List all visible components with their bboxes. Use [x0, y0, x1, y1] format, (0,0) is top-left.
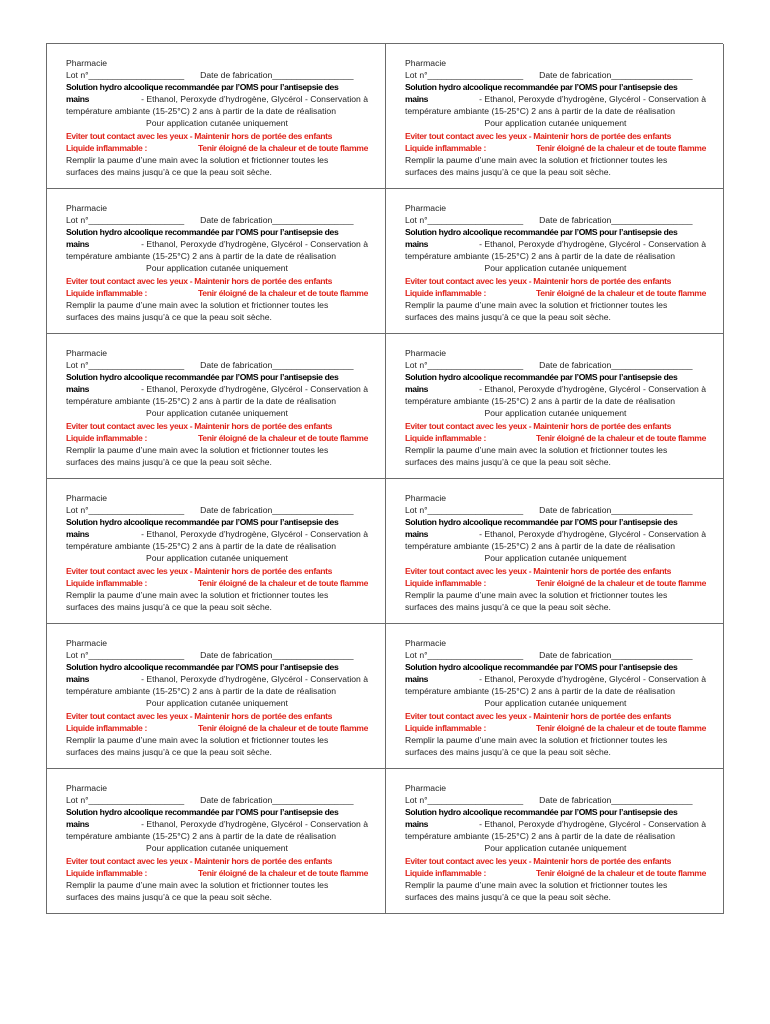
application-line: Pour application cutanée uniquement	[484, 118, 627, 129]
instructions-line-2: surfaces des mains jusqu’à ce que la peau soit sèche.	[66, 891, 272, 902]
ingredients-line	[405, 673, 706, 685]
label-card	[386, 334, 724, 479]
flammable-label: Liquide inflammable :	[66, 867, 147, 878]
ingredients-text: - Ethanol, Peroxyde d’hydrogène, Glycérol - Conservation à	[141, 529, 368, 540]
ingredients-text: - Ethanol, Peroxyde d’hydrogène, Glycérol - Conservation à	[479, 384, 706, 395]
lot-date-line	[405, 504, 706, 516]
temperature-line: température ambiante (15-25°C) 2 ans à partir de la date de réalisation	[66, 541, 336, 552]
instructions-line-1: Remplir la paume d’une main avec la solution et frictionner toutes les	[66, 299, 329, 310]
flammable-text: Tenir éloigné de la chaleur et de toute flamme	[198, 142, 368, 153]
ingredients-text: - Ethanol, Peroxyde d’hydrogène, Glycérol - Conservation à	[141, 819, 368, 830]
product-title: Solution hydro alcoolique recommandée par l’OMS pour l’antisepsie des	[405, 807, 678, 818]
temperature-line: température ambiante (15-25°C) 2 ans à partir de la date de réalisation	[405, 106, 675, 117]
lot-number-field: Lot n°____________________	[66, 70, 185, 81]
flammable-text: Tenir éloigné de la chaleur et de toute flamme	[536, 142, 706, 153]
ingredients-line	[405, 383, 706, 395]
mains-word: mains	[405, 239, 429, 250]
warning-eyes-children: Eviter tout contact avec les yeux - Maintenir hors de portée des enfants	[66, 855, 333, 866]
label-card	[47, 189, 386, 334]
ingredients-line	[405, 238, 706, 250]
instructions-line-1: Remplir la paume d’une main avec la solution et frictionner toutes les	[405, 589, 668, 600]
mains-word: mains	[66, 384, 90, 395]
label-card	[386, 189, 724, 334]
flammable-text: Tenir éloigné de la chaleur et de toute flamme	[198, 577, 368, 588]
label-sheet	[46, 43, 723, 914]
ingredients-text: - Ethanol, Peroxyde d’hydrogène, Glycérol - Conservation à	[141, 239, 368, 250]
instructions-line-1: Remplir la paume d’une main avec la solution et frictionner toutes les	[405, 299, 668, 310]
instructions-line-2: surfaces des mains jusqu’à ce que la peau soit sèche.	[405, 601, 611, 612]
mains-word: mains	[66, 94, 90, 105]
flammable-label: Liquide inflammable :	[405, 722, 486, 733]
lot-number-field: Lot n°____________________	[405, 360, 524, 371]
warning-eyes-children: Eviter tout contact avec les yeux - Maintenir hors de portée des enfants	[405, 275, 672, 286]
lot-date-line	[405, 649, 706, 661]
lot-number-field: Lot n°____________________	[405, 505, 524, 516]
temperature-line: température ambiante (15-25°C) 2 ans à partir de la date de réalisation	[405, 251, 675, 262]
label-card	[47, 334, 386, 479]
pharmacie-line: Pharmacie	[405, 203, 447, 213]
lot-date-line	[66, 214, 368, 226]
product-title: Solution hydro alcoolique recommandée par l’OMS pour l’antisepsie des	[405, 662, 678, 673]
lot-date-line	[66, 69, 368, 81]
flammable-label: Liquide inflammable :	[405, 287, 486, 298]
ingredients-line	[66, 528, 368, 540]
pharmacie-line: Pharmacie	[405, 348, 447, 358]
ingredients-line	[66, 818, 368, 830]
product-title: Solution hydro alcoolique recommandée par l’OMS pour l’antisepsie des	[66, 517, 339, 528]
application-line: Pour application cutanée uniquement	[146, 843, 288, 854]
product-title: Solution hydro alcoolique recommandée par l’OMS pour l’antisepsie des	[66, 372, 339, 383]
flammable-label: Liquide inflammable :	[405, 577, 486, 588]
warning-flammable	[66, 142, 368, 154]
lot-number-field: Lot n°____________________	[66, 795, 185, 806]
lot-number-field: Lot n°____________________	[405, 70, 524, 81]
flammable-text: Tenir éloigné de la chaleur et de toute flamme	[536, 867, 706, 878]
label-card	[386, 479, 724, 624]
label-card	[47, 769, 386, 914]
pharmacie-line: Pharmacie	[66, 58, 108, 68]
flammable-label: Liquide inflammable :	[66, 432, 147, 443]
application-line: Pour application cutanée uniquement	[146, 263, 288, 274]
pharmacie-line: Pharmacie	[405, 783, 447, 793]
application-line: Pour application cutanée uniquement	[146, 698, 288, 709]
application-line: Pour application cutanée uniquement	[146, 553, 288, 564]
pharmacie-line: Pharmacie	[66, 783, 108, 793]
application-line: Pour application cutanée uniquement	[146, 118, 288, 129]
product-title: Solution hydro alcoolique recommandée par l’OMS pour l’antisepsie des	[405, 517, 678, 528]
instructions-line-1: Remplir la paume d’une main avec la solution et frictionner toutes les	[66, 879, 329, 890]
mains-word: mains	[405, 819, 429, 830]
instructions-line-2: surfaces des mains jusqu’à ce que la peau soit sèche.	[66, 456, 272, 467]
pharmacie-line: Pharmacie	[405, 58, 447, 68]
lot-date-line	[405, 359, 706, 371]
warning-eyes-children: Eviter tout contact avec les yeux - Maintenir hors de portée des enfants	[405, 565, 672, 576]
instructions-line-1: Remplir la paume d’une main avec la solution et frictionner toutes les	[405, 444, 668, 455]
instructions-line-2: surfaces des mains jusqu’à ce que la peau soit sèche.	[66, 746, 272, 757]
temperature-line: température ambiante (15-25°C) 2 ans à partir de la date de réalisation	[66, 106, 336, 117]
warning-flammable	[405, 432, 706, 444]
fabrication-date-field: Date de fabrication_________________	[200, 795, 354, 806]
fabrication-date-field: Date de fabrication_________________	[539, 70, 693, 81]
flammable-label: Liquide inflammable :	[66, 577, 147, 588]
application-line: Pour application cutanée uniquement	[484, 698, 627, 709]
instructions-line-1: Remplir la paume d’une main avec la solution et frictionner toutes les	[66, 589, 329, 600]
pharmacie-line: Pharmacie	[66, 203, 108, 213]
flammable-text: Tenir éloigné de la chaleur et de toute flamme	[536, 722, 706, 733]
flammable-label: Liquide inflammable :	[66, 287, 147, 298]
lot-date-line	[66, 504, 368, 516]
lot-date-line	[66, 794, 368, 806]
instructions-line-1: Remplir la paume d’une main avec la solution et frictionner toutes les	[405, 734, 668, 745]
pharmacie-line: Pharmacie	[66, 493, 108, 503]
warning-flammable	[66, 432, 368, 444]
fabrication-date-field: Date de fabrication_________________	[539, 795, 693, 806]
warning-flammable	[66, 722, 368, 734]
fabrication-date-field: Date de fabrication_________________	[200, 215, 354, 226]
pharmacie-line: Pharmacie	[405, 493, 447, 503]
application-line: Pour application cutanée uniquement	[146, 408, 288, 419]
ingredients-text: - Ethanol, Peroxyde d’hydrogène, Glycérol - Conservation à	[479, 239, 706, 250]
instructions-line-2: surfaces des mains jusqu’à ce que la peau soit sèche.	[405, 456, 611, 467]
mains-word: mains	[66, 529, 90, 540]
warning-eyes-children: Eviter tout contact avec les yeux - Maintenir hors de portée des enfants	[66, 565, 333, 576]
label-card	[47, 44, 386, 189]
flammable-label: Liquide inflammable :	[405, 867, 486, 878]
warning-eyes-children: Eviter tout contact avec les yeux - Maintenir hors de portée des enfants	[405, 855, 672, 866]
application-line: Pour application cutanée uniquement	[484, 263, 627, 274]
warning-flammable	[405, 287, 706, 299]
ingredients-text: - Ethanol, Peroxyde d’hydrogène, Glycérol - Conservation à	[141, 94, 368, 105]
application-line: Pour application cutanée uniquement	[484, 408, 627, 419]
product-title: Solution hydro alcoolique recommandée par l’OMS pour l’antisepsie des	[405, 372, 678, 383]
lot-number-field: Lot n°____________________	[66, 215, 185, 226]
ingredients-text: - Ethanol, Peroxyde d’hydrogène, Glycérol - Conservation à	[141, 384, 368, 395]
mains-word: mains	[66, 239, 90, 250]
warning-flammable	[405, 867, 706, 879]
ingredients-line	[405, 93, 706, 105]
lot-date-line	[405, 794, 706, 806]
ingredients-line	[66, 238, 368, 250]
temperature-line: température ambiante (15-25°C) 2 ans à partir de la date de réalisation	[66, 831, 336, 842]
warning-flammable	[405, 722, 706, 734]
flammable-text: Tenir éloigné de la chaleur et de toute flamme	[536, 287, 706, 298]
label-card	[386, 769, 724, 914]
lot-number-field: Lot n°____________________	[66, 505, 185, 516]
flammable-text: Tenir éloigné de la chaleur et de toute flamme	[536, 432, 706, 443]
fabrication-date-field: Date de fabrication_________________	[200, 505, 354, 516]
instructions-line-1: Remplir la paume d’une main avec la solution et frictionner toutes les	[66, 444, 329, 455]
flammable-label: Liquide inflammable :	[66, 142, 147, 153]
product-title: Solution hydro alcoolique recommandée par l’OMS pour l’antisepsie des	[405, 227, 678, 238]
ingredients-line	[405, 818, 706, 830]
flammable-text: Tenir éloigné de la chaleur et de toute flamme	[198, 722, 368, 733]
warning-flammable	[66, 867, 368, 879]
ingredients-text: - Ethanol, Peroxyde d’hydrogène, Glycérol - Conservation à	[479, 674, 706, 685]
lot-date-line	[66, 359, 368, 371]
ingredients-line	[66, 93, 368, 105]
application-line: Pour application cutanée uniquement	[484, 553, 627, 564]
warning-eyes-children: Eviter tout contact avec les yeux - Maintenir hors de portée des enfants	[66, 420, 333, 431]
ingredients-text: - Ethanol, Peroxyde d’hydrogène, Glycérol - Conservation à	[479, 94, 706, 105]
temperature-line: température ambiante (15-25°C) 2 ans à partir de la date de réalisation	[405, 541, 675, 552]
ingredients-line	[405, 528, 706, 540]
lot-number-field: Lot n°____________________	[66, 650, 185, 661]
flammable-label: Liquide inflammable :	[405, 432, 486, 443]
fabrication-date-field: Date de fabrication_________________	[200, 360, 354, 371]
lot-date-line	[405, 214, 706, 226]
flammable-label: Liquide inflammable :	[405, 142, 486, 153]
lot-number-field: Lot n°____________________	[405, 795, 524, 806]
product-title: Solution hydro alcoolique recommandée par l’OMS pour l’antisepsie des	[66, 227, 339, 238]
temperature-line: température ambiante (15-25°C) 2 ans à partir de la date de réalisation	[66, 251, 336, 262]
ingredients-text: - Ethanol, Peroxyde d’hydrogène, Glycérol - Conservation à	[479, 819, 706, 830]
temperature-line: température ambiante (15-25°C) 2 ans à partir de la date de réalisation	[66, 396, 336, 407]
flammable-label: Liquide inflammable :	[66, 722, 147, 733]
instructions-line-1: Remplir la paume d’une main avec la solution et frictionner toutes les	[405, 879, 668, 890]
temperature-line: température ambiante (15-25°C) 2 ans à partir de la date de réalisation	[405, 831, 675, 842]
warning-eyes-children: Eviter tout contact avec les yeux - Maintenir hors de portée des enfants	[405, 420, 672, 431]
fabrication-date-field: Date de fabrication_________________	[539, 650, 693, 661]
mains-word: mains	[405, 674, 429, 685]
warning-eyes-children: Eviter tout contact avec les yeux - Maintenir hors de portée des enfants	[66, 275, 333, 286]
flammable-text: Tenir éloigné de la chaleur et de toute flamme	[198, 867, 368, 878]
label-card	[386, 624, 724, 769]
product-title: Solution hydro alcoolique recommandée par l’OMS pour l’antisepsie des	[66, 662, 339, 673]
instructions-line-2: surfaces des mains jusqu’à ce que la peau soit sèche.	[405, 166, 611, 177]
instructions-line-1: Remplir la paume d’une main avec la solution et frictionner toutes les	[66, 734, 329, 745]
instructions-line-1: Remplir la paume d’une main avec la solution et frictionner toutes les	[66, 154, 329, 165]
flammable-text: Tenir éloigné de la chaleur et de toute flamme	[198, 432, 368, 443]
fabrication-date-field: Date de fabrication_________________	[539, 360, 693, 371]
instructions-line-2: surfaces des mains jusqu’à ce que la peau soit sèche.	[66, 311, 272, 322]
ingredients-text: - Ethanol, Peroxyde d’hydrogène, Glycérol - Conservation à	[141, 674, 368, 685]
warning-flammable	[66, 287, 368, 299]
mains-word: mains	[405, 529, 429, 540]
temperature-line: température ambiante (15-25°C) 2 ans à partir de la date de réalisation	[405, 686, 675, 697]
ingredients-text: - Ethanol, Peroxyde d’hydrogène, Glycérol - Conservation à	[479, 529, 706, 540]
instructions-line-2: surfaces des mains jusqu’à ce que la peau soit sèche.	[405, 891, 611, 902]
mains-word: mains	[405, 94, 429, 105]
mains-word: mains	[405, 384, 429, 395]
ingredients-line	[66, 383, 368, 395]
mains-word: mains	[66, 819, 90, 830]
lot-date-line	[405, 69, 706, 81]
label-card	[47, 624, 386, 769]
instructions-line-1: Remplir la paume d’une main avec la solution et frictionner toutes les	[405, 154, 668, 165]
warning-flammable	[66, 577, 368, 589]
warning-flammable	[405, 142, 706, 154]
ingredients-line	[66, 673, 368, 685]
instructions-line-2: surfaces des mains jusqu’à ce que la peau soit sèche.	[66, 166, 272, 177]
warning-eyes-children: Eviter tout contact avec les yeux - Maintenir hors de portée des enfants	[66, 130, 333, 141]
fabrication-date-field: Date de fabrication_________________	[539, 505, 693, 516]
lot-number-field: Lot n°____________________	[405, 215, 524, 226]
warning-flammable	[405, 577, 706, 589]
flammable-text: Tenir éloigné de la chaleur et de toute flamme	[536, 577, 706, 588]
warning-eyes-children: Eviter tout contact avec les yeux - Maintenir hors de portée des enfants	[66, 710, 333, 721]
instructions-line-2: surfaces des mains jusqu’à ce que la peau soit sèche.	[405, 311, 611, 322]
label-card	[386, 44, 724, 189]
product-title: Solution hydro alcoolique recommandée par l’OMS pour l’antisepsie des	[405, 82, 678, 93]
temperature-line: température ambiante (15-25°C) 2 ans à partir de la date de réalisation	[405, 396, 675, 407]
instructions-line-2: surfaces des mains jusqu’à ce que la peau soit sèche.	[405, 746, 611, 757]
product-title: Solution hydro alcoolique recommandée par l’OMS pour l’antisepsie des	[66, 807, 339, 818]
mains-word: mains	[66, 674, 90, 685]
fabrication-date-field: Date de fabrication_________________	[200, 650, 354, 661]
application-line: Pour application cutanée uniquement	[484, 843, 627, 854]
warning-eyes-children: Eviter tout contact avec les yeux - Maintenir hors de portée des enfants	[405, 710, 672, 721]
flammable-text: Tenir éloigné de la chaleur et de toute flamme	[198, 287, 368, 298]
product-title: Solution hydro alcoolique recommandée par l’OMS pour l’antisepsie des	[66, 82, 339, 93]
fabrication-date-field: Date de fabrication_________________	[539, 215, 693, 226]
temperature-line: température ambiante (15-25°C) 2 ans à partir de la date de réalisation	[66, 686, 336, 697]
pharmacie-line: Pharmacie	[66, 638, 108, 648]
warning-eyes-children: Eviter tout contact avec les yeux - Maintenir hors de portée des enfants	[405, 130, 672, 141]
fabrication-date-field: Date de fabrication_________________	[200, 70, 354, 81]
pharmacie-line: Pharmacie	[66, 348, 108, 358]
lot-number-field: Lot n°____________________	[405, 650, 524, 661]
lot-date-line	[66, 649, 368, 661]
pharmacie-line: Pharmacie	[405, 638, 447, 648]
label-card	[47, 479, 386, 624]
lot-number-field: Lot n°____________________	[66, 360, 185, 371]
instructions-line-2: surfaces des mains jusqu’à ce que la peau soit sèche.	[66, 601, 272, 612]
